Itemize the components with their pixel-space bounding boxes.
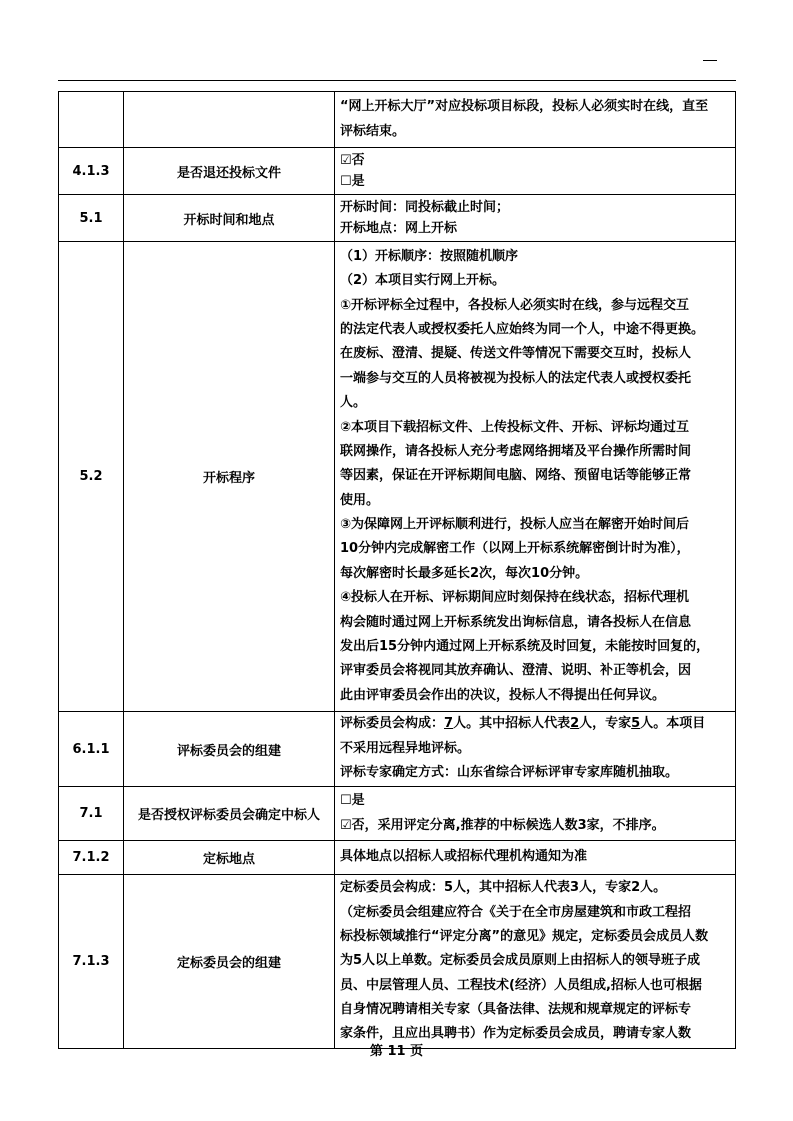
checkbox-option-yes: ☐是: [340, 174, 365, 189]
clause-content: [335, 787, 736, 841]
content-line: 为5人以上单数。定标委员会成员原则上由招标人的领导班子成: [340, 953, 701, 969]
clause-number: [59, 92, 124, 148]
content-line: （定标委员会组建应符合《关于在全市房屋建筑和市政工程招: [340, 904, 692, 920]
content-line: 具体地点以招标人或招标代理机构通知为准: [340, 849, 588, 865]
composition-prefix: 评标委员会构成：: [340, 716, 445, 732]
content-line: （2）本项目实行网上开标。: [340, 273, 506, 289]
clause-content: [335, 195, 736, 242]
clause-number: 7.1.3: [59, 875, 124, 1049]
table-row: [59, 787, 736, 841]
content-line: ④投标人在开标、评标期间应时刻保持在线状态，招标代理机: [340, 590, 690, 606]
header-rule: [58, 80, 736, 81]
content-line: 每次解密时长最多延长2次，每次10分钟。: [340, 565, 589, 581]
content-line: 定标委员会构成：5人，其中招标人代表3人，专家2人。: [340, 880, 667, 896]
checkbox-option-no: ☑否: [340, 153, 365, 168]
clause-number: 6.1.1: [59, 712, 124, 787]
clause-number: 4.1.3: [59, 148, 124, 195]
content-line: 标投标领域推行“评定分离”的意见》规定，定标委员会成员人数: [340, 928, 709, 944]
content-line: 人。: [340, 395, 367, 411]
committee-composition-line: [340, 712, 730, 736]
content-line: 开标地点：网上开标: [340, 221, 458, 236]
content-line: 不采用远程异地评标。: [340, 740, 471, 756]
bid-data-table: [58, 91, 736, 1049]
composition-suffix: 人。本项目: [640, 716, 706, 732]
total-members: 7: [444, 716, 454, 732]
content-line: （1）开标顺序：按照随机顺序: [340, 248, 519, 264]
clause-content: [335, 242, 736, 712]
clause-number: 7.1: [59, 787, 124, 841]
content-line: 的法定代表人或授权委托人应始终为同一个人，中途不得更换。: [340, 321, 705, 337]
content-line: ①开标评标全过程中，各投标人必须实时在线，参与远程交互: [340, 297, 690, 313]
content-line: 一端参与交互的人员将被视为投标人的法定代表人或授权委托: [340, 370, 692, 386]
owner-reps-count: 2: [570, 716, 580, 732]
clause-number: 5.2: [59, 242, 124, 712]
content-line: ③为保障网上开评标顺利进行，投标人应当在解密开始时间后: [340, 517, 690, 533]
clause-item: 定标地点: [124, 841, 335, 875]
content-line: 开标时间：同投标截止时间；: [340, 200, 510, 215]
content-line: 在废标、澄清、提疑、传送文件等情况下需要交互时，投标人: [340, 346, 692, 362]
content-line: ②本项目下载招标文件、上传投标文件、开标、评标均通过互: [340, 419, 690, 435]
checkbox-option-yes: ☐是: [340, 793, 365, 809]
content-line: 发出后15分钟内通过网上开标系统及时回复，未能按时回复的，: [340, 639, 710, 655]
content-line: 联网操作，请各投标人充分考虑网络拥堵及平台操作所需时间: [340, 443, 692, 459]
content-line: 10分钟内完成解密工作（以网上开标系统解密倒计时为准），: [340, 541, 690, 557]
clause-item: 是否授权评标委员会确定中标人: [124, 787, 335, 841]
clause-number: 5.1: [59, 195, 124, 242]
content-line: 构会随时通过网上开标系统发出询标信息，请各投标人在信息: [340, 614, 692, 630]
table-row: [59, 92, 736, 148]
clause-content: [335, 712, 736, 787]
content-line: 员、中层管理人员、工程技术(经济）人员组成,招标人也可根据: [340, 977, 702, 993]
experts-count: 5: [631, 716, 641, 732]
table-row: [59, 148, 736, 195]
content-line: “网上开标大厅”对应投标项目标段，投标人必须实时在线，直至: [340, 99, 709, 115]
content-line: 等因素，保证在开评标期间电脑、网络、预留电话等能够正常: [340, 468, 692, 484]
table-row: [59, 712, 736, 787]
clause-item: 开标时间和地点: [124, 195, 335, 242]
clause-number: 7.1.2: [59, 841, 124, 875]
table-row: [59, 875, 736, 1049]
clause-item: 是否退还投标文件: [124, 148, 335, 195]
composition-mid2: 人，专家: [579, 716, 632, 732]
header-dash: [703, 60, 717, 61]
content-line: 家条件，且应出具聘书）作为定标委员会成员，聘请专家人数: [340, 1026, 692, 1042]
clause-item: 评标委员会的组建: [124, 712, 335, 787]
content-line: 评审委员会将视同其放弃确认、澄清、说明、补正等机会，因: [340, 663, 692, 679]
content-line: 此由评审委员会作出的决议，投标人不得提出任何异议。: [340, 687, 666, 703]
table-row: [59, 841, 736, 875]
content-line: 自身情况聘请相关专家（具备法律、法规和规章规定的评标专: [340, 1002, 692, 1018]
clause-item: [124, 92, 335, 148]
clause-content: [335, 148, 736, 195]
composition-mid: 人。其中招标人代表: [453, 716, 571, 732]
content-line: 使用。: [340, 492, 380, 508]
table-row: [59, 195, 736, 242]
page-number: 第 11 页: [369, 1044, 424, 1059]
clause-item: 定标委员会的组建: [124, 875, 335, 1049]
checkbox-option-no: ☑否，采用评定分离,推荐的中标候选人数3家，不排序。: [340, 817, 665, 833]
content-line: 评标结束。: [340, 123, 406, 139]
clause-item: 开标程序: [124, 242, 335, 712]
clause-content: [335, 841, 736, 875]
clause-content: [335, 92, 736, 148]
table-row: [59, 242, 736, 712]
content-line: 评标专家确定方式：山东省综合评标评审专家库随机抽取。: [340, 765, 679, 781]
clause-content: [335, 875, 736, 1049]
